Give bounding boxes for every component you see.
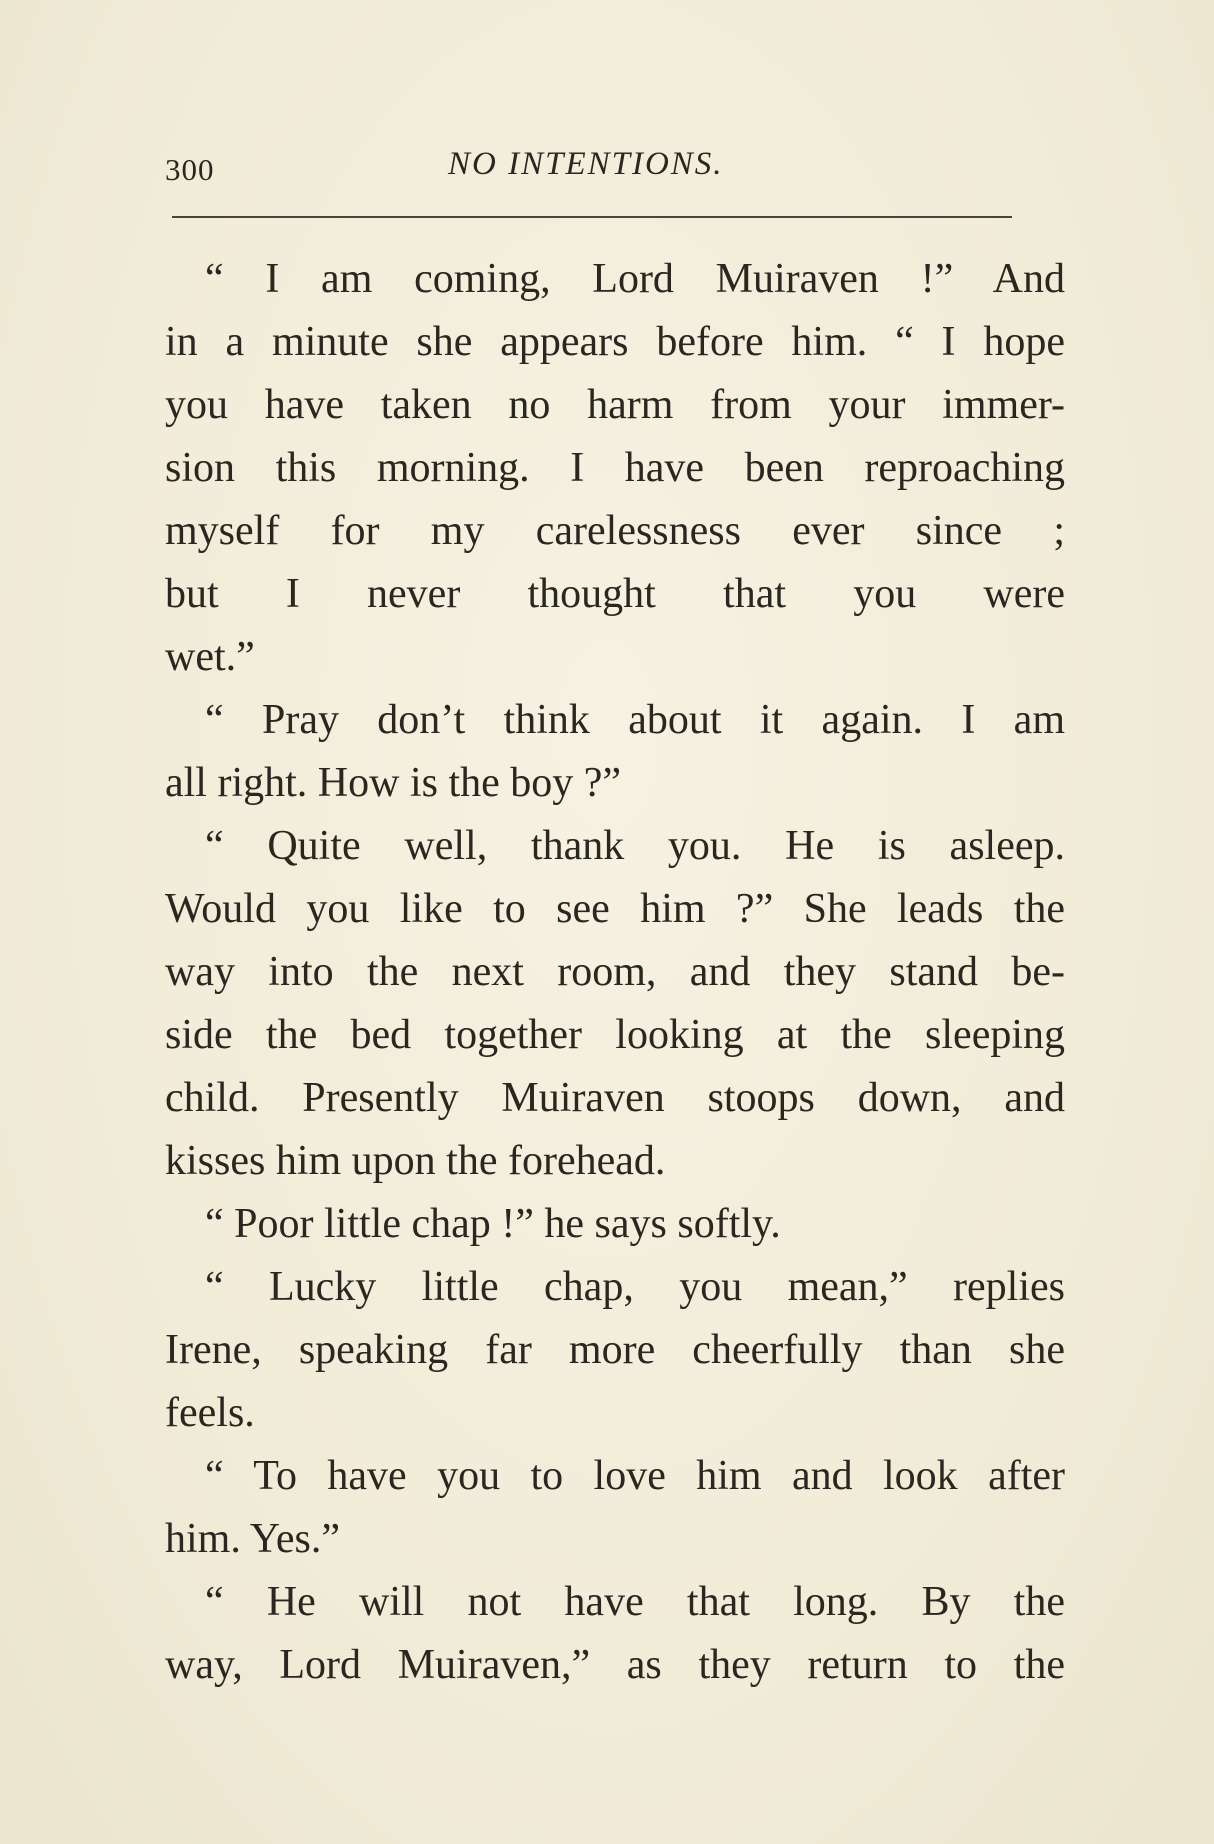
text-line: child. Presently Muiraven stoops down, and xyxy=(165,1075,1065,1121)
text-line: “ Quite well, thank you. He is asleep. xyxy=(205,823,1065,869)
page-header xyxy=(165,138,1015,188)
text-line: “ To have you to love him and look after xyxy=(205,1453,1065,1499)
text-line: way, Lord Muiraven,” as they return to the xyxy=(165,1642,1065,1688)
text-line: feels. xyxy=(165,1390,255,1436)
text-line: “ He will not have that long. By the xyxy=(205,1579,1065,1625)
text-line: side the bed together looking at the sleeping xyxy=(165,1012,1065,1058)
text-line: “ Lucky little chap, you mean,” replies xyxy=(205,1264,1065,1310)
text-line: myself for my carelessness ever since ; xyxy=(165,508,1065,554)
page-number: 300 xyxy=(165,152,215,187)
text-line: Would you like to see him ?” She leads the xyxy=(165,886,1065,932)
text-line: all right. How is the boy ?” xyxy=(165,760,622,806)
text-line: but I never thought that you were xyxy=(165,571,1065,617)
text-line: Irene, speaking far more cheerfully than she xyxy=(165,1327,1065,1373)
text-line: wet.” xyxy=(165,634,255,680)
text-line: you have taken no harm from your immer- xyxy=(165,382,1065,428)
text-line: him. Yes.” xyxy=(165,1516,341,1562)
running-head: NO INTENTIONS. xyxy=(448,146,724,182)
text-line: “ I am coming, Lord Muiraven !” And xyxy=(205,256,1065,302)
text-line: “ Pray don’t think about it again. I am xyxy=(205,697,1065,743)
text-line: sion this morning. I have been reproaching xyxy=(165,445,1065,491)
body-text xyxy=(165,248,1065,1697)
text-line: “ Poor little chap !” he says softly. xyxy=(205,1201,781,1247)
header-rule xyxy=(172,216,1012,218)
text-line: kisses him upon the forehead. xyxy=(165,1138,666,1184)
text-line: way into the next room, and they stand be- xyxy=(165,949,1065,995)
text-line: in a minute she appears before him. “ I hope xyxy=(165,319,1065,365)
